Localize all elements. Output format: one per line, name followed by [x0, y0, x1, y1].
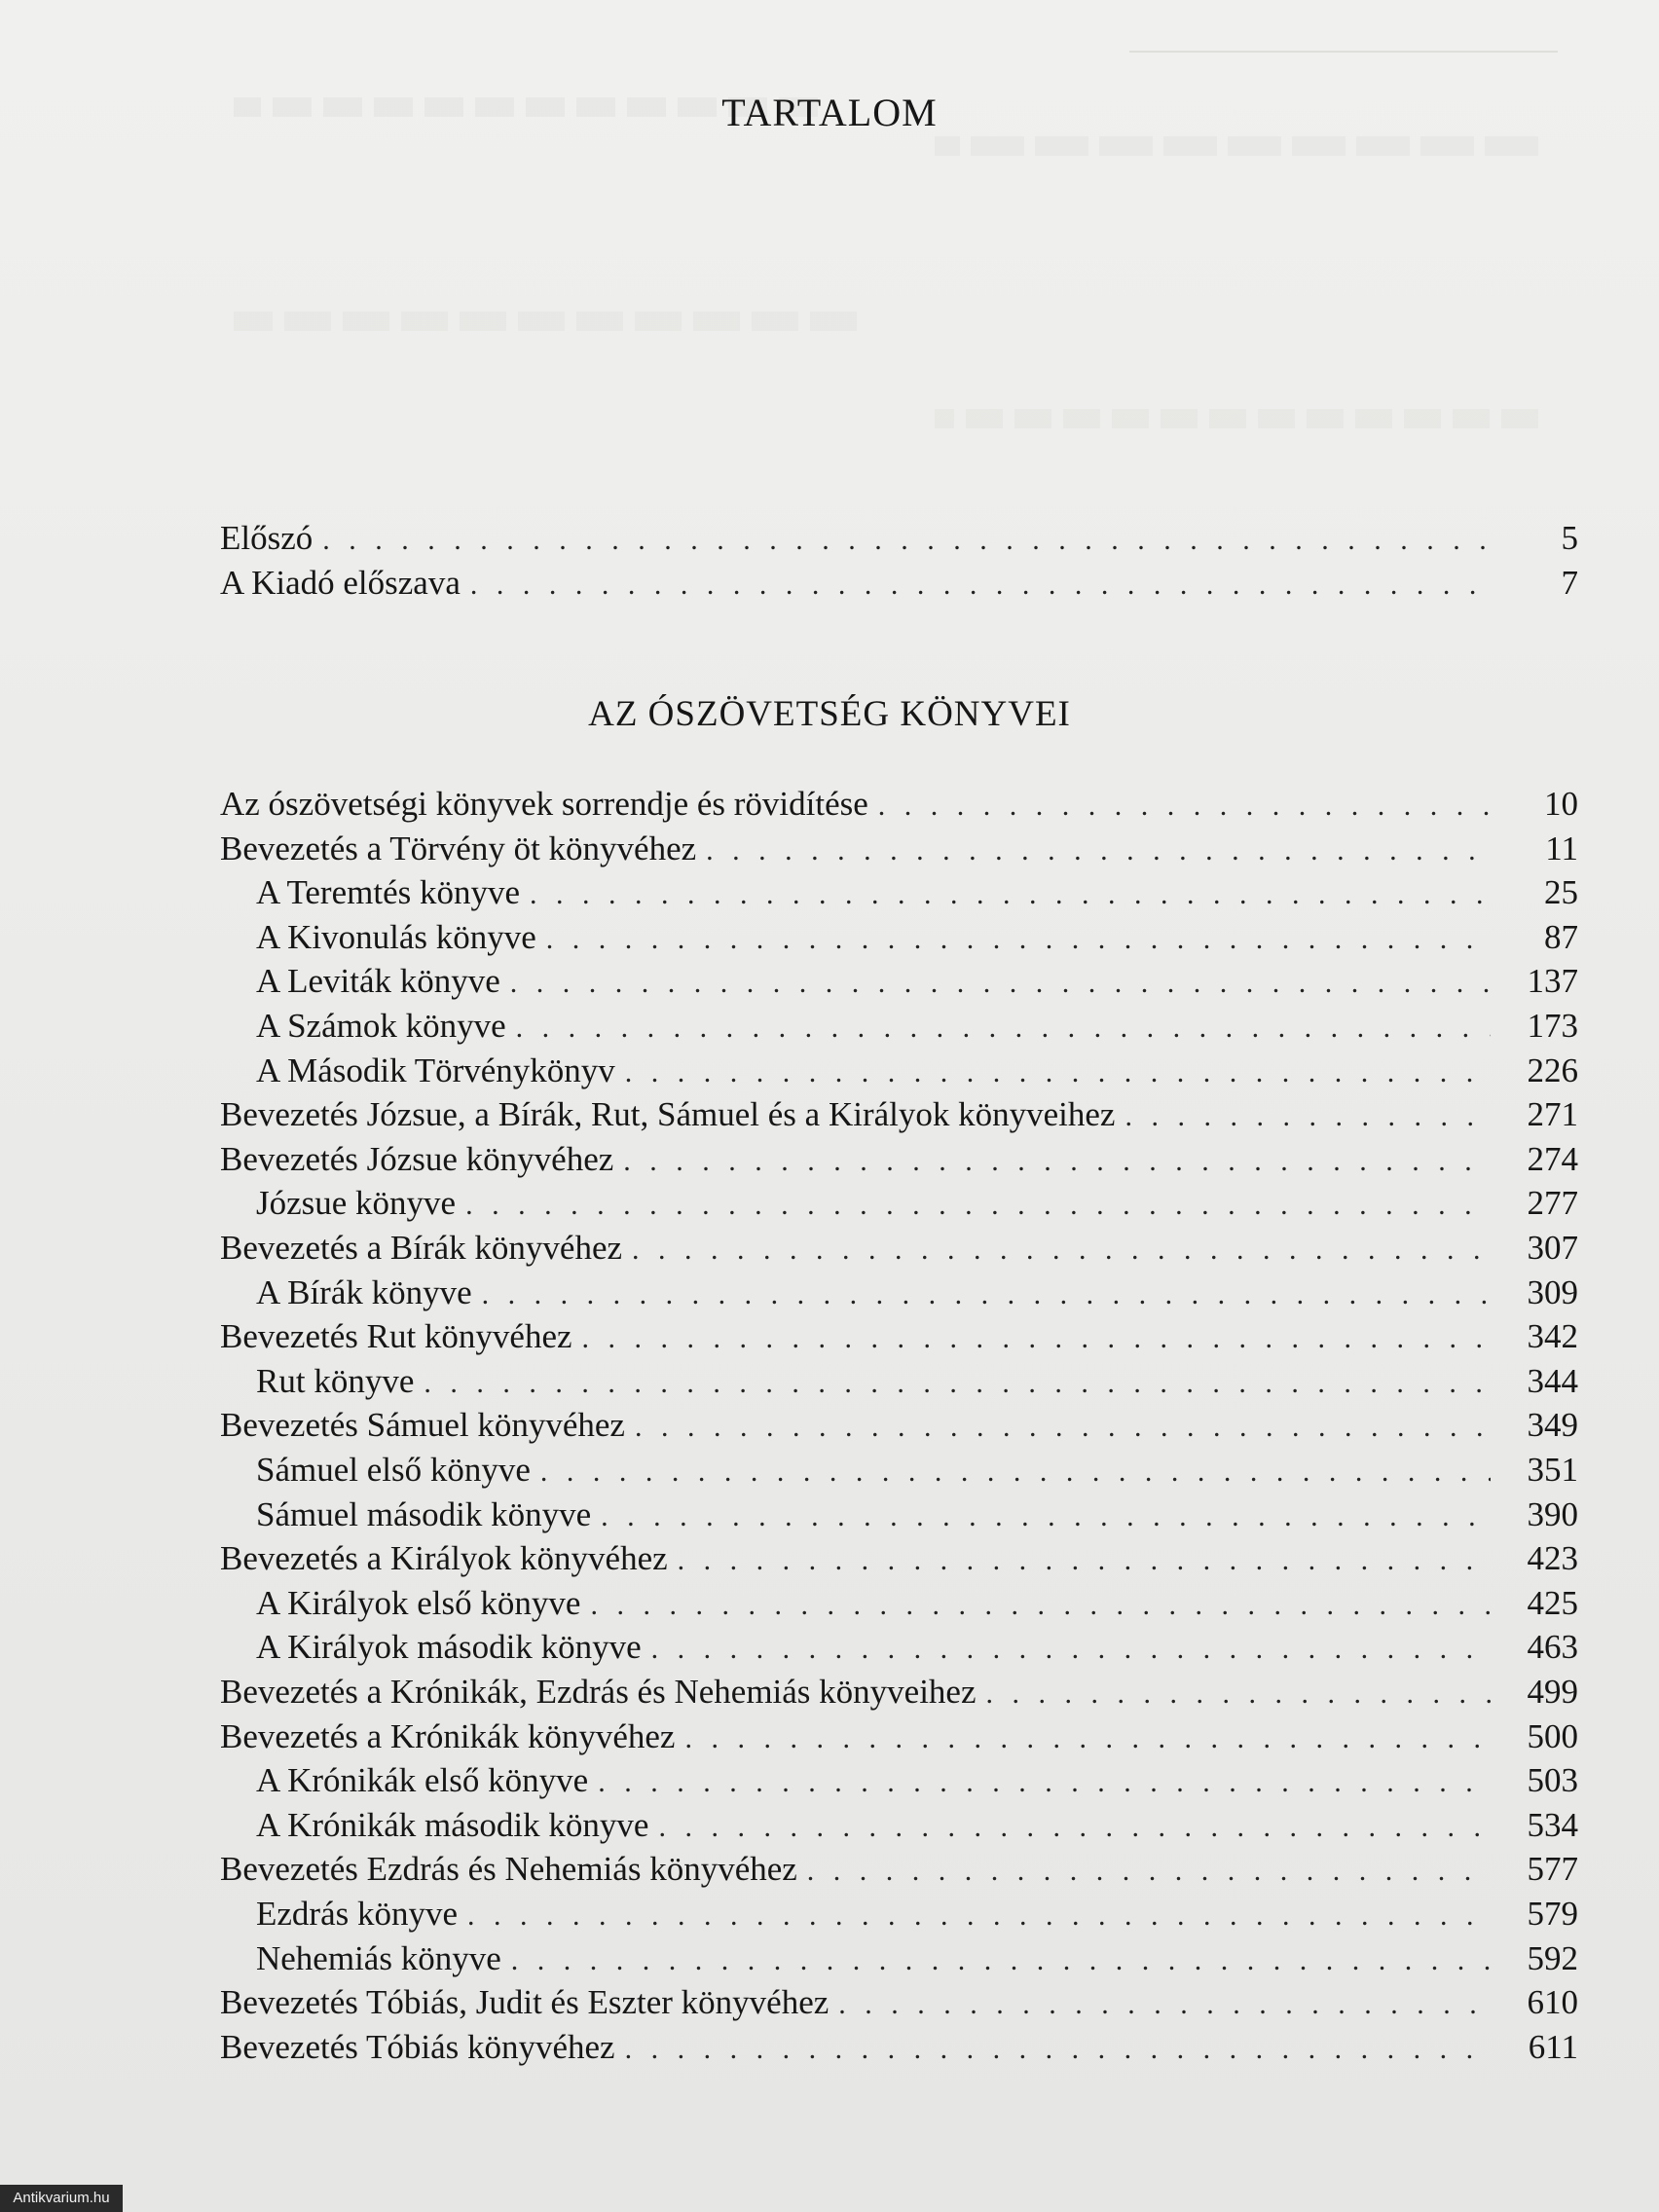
dot-leader — [540, 1450, 1491, 1494]
toc-entry-page: 463 — [1527, 1628, 1578, 1666]
dot-leader — [625, 1051, 1491, 1095]
toc-row — [220, 1670, 1578, 1714]
toc-entry-page: 271 — [1527, 1095, 1578, 1133]
toc-row — [220, 959, 1578, 1004]
toc-row — [220, 2025, 1578, 2070]
dot-leader — [601, 1494, 1491, 1539]
toc-entry-page: 499 — [1527, 1673, 1578, 1711]
dot-leader — [623, 1139, 1491, 1184]
dot-leader — [678, 1538, 1491, 1583]
toc-entry-page: 390 — [1527, 1495, 1578, 1533]
toc-entry-label: A Kivonulás könyve — [256, 918, 536, 956]
toc-entry-page: 5 — [1561, 519, 1578, 557]
toc-row — [220, 1581, 1578, 1626]
dot-leader — [590, 1583, 1491, 1628]
toc-entry-label: A Királyok első könyve — [256, 1584, 581, 1622]
toc-row — [220, 1803, 1578, 1848]
dot-leader — [546, 917, 1491, 962]
toc-row — [220, 1271, 1578, 1315]
toc-entry-page: 351 — [1527, 1451, 1578, 1489]
toc-row — [220, 1625, 1578, 1670]
toc-entry-page: 309 — [1527, 1273, 1578, 1311]
toc-entry-label: A Második Törvénykönyv — [256, 1051, 615, 1089]
toc-entry-label: Bevezetés a Krónikák könyvéhez — [220, 1717, 676, 1755]
toc-entry-page: 423 — [1527, 1539, 1578, 1577]
toc-entry-label: Bevezetés Józsue, a Bírák, Rut, Sámuel és a Királyok könyveihez — [220, 1095, 1116, 1133]
toc-entry-page: 344 — [1527, 1362, 1578, 1400]
toc-row — [220, 915, 1578, 960]
toc-row — [220, 1137, 1578, 1182]
toc-entry-label: Előszó — [220, 519, 313, 557]
toc-entry-label: Bevezetés Sámuel könyvéhez — [220, 1406, 625, 1444]
toc-row — [220, 1758, 1578, 1803]
toc-row — [220, 1226, 1578, 1271]
dot-leader — [1124, 1094, 1491, 1139]
toc-entry-label: Nehemiás könyve — [256, 1939, 501, 1977]
toc-row — [220, 1980, 1578, 2025]
dot-leader — [986, 1672, 1492, 1716]
dot-leader — [598, 1760, 1491, 1805]
toc-row — [220, 1092, 1578, 1137]
toc-entry-label: A Bírák könyve — [256, 1273, 472, 1311]
toc-row — [220, 1714, 1578, 1759]
toc-row — [220, 1493, 1578, 1537]
section-title: AZ ÓSZÖVETSÉG KÖNYVEI — [588, 694, 1071, 734]
toc-entry-label: A Krónikák első könyve — [256, 1761, 589, 1799]
toc-entry-label: A Kiadó előszava — [220, 564, 461, 602]
dot-leader — [424, 1361, 1491, 1406]
toc-entry-page: 173 — [1527, 1007, 1578, 1045]
toc-entry-label: A Leviták könyve — [256, 962, 500, 1000]
toc-entry-label: Sámuel második könyve — [256, 1495, 592, 1533]
toc-entry-page: 137 — [1527, 962, 1578, 1000]
toc-row — [220, 1049, 1578, 1093]
toc-row — [220, 827, 1578, 871]
toc-entry-page: 277 — [1527, 1184, 1578, 1222]
toc-entry-page: 610 — [1527, 1983, 1578, 2021]
toc-entry-label: Bevezetés Tóbiás könyvéhez — [220, 2028, 615, 2066]
toc-entry-page: 10 — [1544, 785, 1578, 823]
dot-leader — [322, 518, 1491, 563]
dot-leader — [878, 784, 1491, 829]
bleed-through-texture — [935, 409, 1538, 428]
toc-entry-page: 25 — [1544, 873, 1578, 911]
toc-entry-label: Sámuel első könyve — [256, 1451, 531, 1489]
toc-entry-page: 226 — [1527, 1051, 1578, 1089]
toc-entry-label: Bevezetés a Bírák könyvéhez — [220, 1229, 623, 1267]
toc-entry-label: Bevezetés a Királyok könyvéhez — [220, 1539, 668, 1577]
toc-entry-label: Bevezetés a Krónikák, Ezdrás és Nehemiás könyveihez — [220, 1673, 977, 1711]
toc-row — [220, 870, 1578, 915]
toc-row — [220, 1536, 1578, 1581]
toc-entry-page: 7 — [1561, 564, 1578, 602]
bleed-through-rule — [1129, 51, 1558, 53]
dot-leader — [635, 1405, 1491, 1450]
toc-row — [220, 782, 1578, 827]
dot-leader — [632, 1228, 1491, 1272]
dot-leader — [511, 1938, 1491, 1983]
toc-entry-label: A Krónikák második könyve — [256, 1806, 649, 1844]
toc-row — [220, 1892, 1578, 1936]
toc-entry-page: 307 — [1527, 1229, 1578, 1267]
dot-leader — [510, 961, 1491, 1006]
toc-entry-label: Bevezetés Tóbiás, Judit és Eszter könyvéhez — [220, 1983, 830, 2021]
toc-row — [220, 1181, 1578, 1226]
toc-entry-page: 87 — [1544, 918, 1578, 956]
toc-entry-page: 534 — [1527, 1806, 1578, 1844]
toc-row-front-0 — [220, 516, 1578, 561]
dot-leader — [516, 1006, 1491, 1051]
dot-leader — [658, 1805, 1491, 1850]
toc-entry-page: 579 — [1527, 1895, 1578, 1933]
toc-row — [220, 1359, 1578, 1404]
dot-leader — [467, 1894, 1491, 1938]
toc-entry-page: 577 — [1527, 1850, 1578, 1888]
toc-row — [220, 1314, 1578, 1359]
toc-entry-label: A Számok könyve — [256, 1007, 506, 1045]
toc-entry-page: 425 — [1527, 1584, 1578, 1622]
toc-entry-label: Bevezetés Ezdrás és Nehemiás könyvéhez — [220, 1850, 797, 1888]
dot-leader — [465, 1183, 1491, 1228]
bleed-through-texture — [234, 312, 857, 331]
dot-leader — [482, 1272, 1491, 1317]
toc-entry-label: Rut könyve — [256, 1362, 415, 1400]
toc-entry-label: Bevezetés a Törvény öt könyvéhez — [220, 830, 697, 867]
toc-row — [220, 1936, 1578, 1981]
toc-entry-label: Bevezetés Józsue könyvéhez — [220, 1140, 614, 1178]
dot-leader — [582, 1316, 1491, 1361]
page-title: TARTALOM — [721, 91, 938, 134]
toc-entry-page: 592 — [1527, 1939, 1578, 1977]
dot-leader — [530, 872, 1491, 917]
toc-entry-page: 500 — [1527, 1717, 1578, 1755]
dot-leader — [838, 1982, 1491, 2027]
bleed-through-texture — [935, 136, 1538, 156]
toc-entry-page: 503 — [1527, 1761, 1578, 1799]
dot-leader — [651, 1627, 1491, 1672]
toc-entry-page: 11 — [1545, 830, 1578, 867]
toc-entry-label: Józsue könyve — [256, 1184, 457, 1222]
toc-entry-label: Az ószövetségi könyvek sorrendje és rövidítése — [220, 785, 868, 823]
toc-entry-page: 611 — [1528, 2028, 1578, 2066]
toc-entry-label: A Királyok második könyve — [256, 1628, 642, 1666]
watermark: Antikvarium.hu — [0, 2185, 123, 2212]
toc-entry-label: Ezdrás könyve — [256, 1895, 459, 1933]
toc-row — [220, 1847, 1578, 1892]
toc-row-front-1 — [220, 561, 1578, 606]
toc-entry-page: 342 — [1527, 1317, 1578, 1355]
toc-entry-page: 274 — [1527, 1140, 1578, 1178]
dot-leader — [807, 1849, 1491, 1894]
toc-row — [220, 1403, 1578, 1448]
toc-row — [220, 1448, 1578, 1493]
toc-entry-label: A Teremtés könyve — [256, 873, 521, 911]
toc-entry-label: Bevezetés Rut könyvéhez — [220, 1317, 572, 1355]
dot-leader — [706, 829, 1491, 873]
dot-leader — [470, 563, 1491, 608]
toc-entry-page: 349 — [1527, 1406, 1578, 1444]
dot-leader — [684, 1716, 1491, 1761]
toc-row — [220, 1004, 1578, 1049]
dot-leader — [625, 2027, 1491, 2072]
